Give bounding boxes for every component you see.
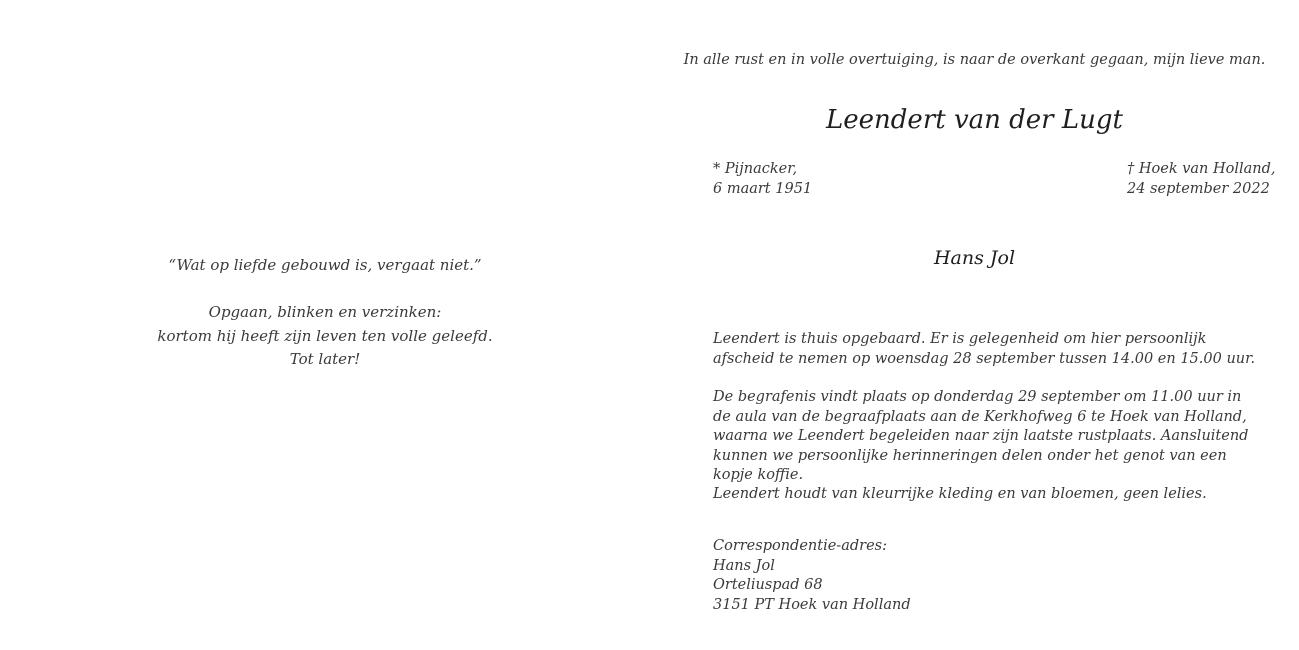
intro-text: In alle rust en in volle overtuiging, is naar de overkant gegaan, mijn lieve man. xyxy=(683,52,1266,68)
poem xyxy=(0,301,650,372)
birth-date: 6 maart 1951 xyxy=(713,180,813,197)
poem-line: Opgaan, blinken en verzinken: xyxy=(208,303,442,321)
death-date: 24 september 2022 xyxy=(1127,180,1270,197)
quote: “Wat op liefde gebouwd is, vergaat niet.” xyxy=(168,256,482,274)
paragraph-flowers: Leendert houdt van kleurrijke kleding en van bloemen, geen lelies. xyxy=(713,486,1207,502)
address-name: Hans Jol xyxy=(713,557,775,574)
poem-line: Tot later! xyxy=(289,350,361,368)
correspondence-address xyxy=(713,537,1258,615)
right-page xyxy=(650,0,1299,650)
birth-info xyxy=(713,160,812,199)
signer-name: Hans Jol xyxy=(933,247,1016,269)
paragraph-viewing: Leendert is thuis opgebaard. Er is gelegenheid om hier persoonlijk afscheid te nemen op woensdag 28 september tussen 14.00 en 15.00 uur. xyxy=(713,331,1256,367)
death-info xyxy=(1127,160,1276,199)
address-label: Correspondentie-adres: xyxy=(713,538,887,554)
birth-place: * Pijnacker, xyxy=(713,161,798,177)
address-street: Orteliuspad 68 xyxy=(713,577,823,594)
paragraph-funeral: De begrafenis vindt plaats op donderdag 29 september om 11.00 uur in de aula van de begraafplaats aan de Kerkhofweg 6 te Hoek van Holland, waarna we Leendert begeleiden naar zijn laatste rustplaats. Aansluitend kunnen we persoonlijke herinneringen delen onder het genot van een kopje koffie. xyxy=(713,389,1249,484)
poem-line: kortom hij heeft zijn leven ten volle geleefd. xyxy=(157,326,493,345)
address-city: 3151 PT Hoek van Holland xyxy=(713,596,911,613)
death-place: † Hoek van Holland, xyxy=(1127,161,1276,177)
deceased-name: Leendert van der Lugt xyxy=(826,105,1123,135)
